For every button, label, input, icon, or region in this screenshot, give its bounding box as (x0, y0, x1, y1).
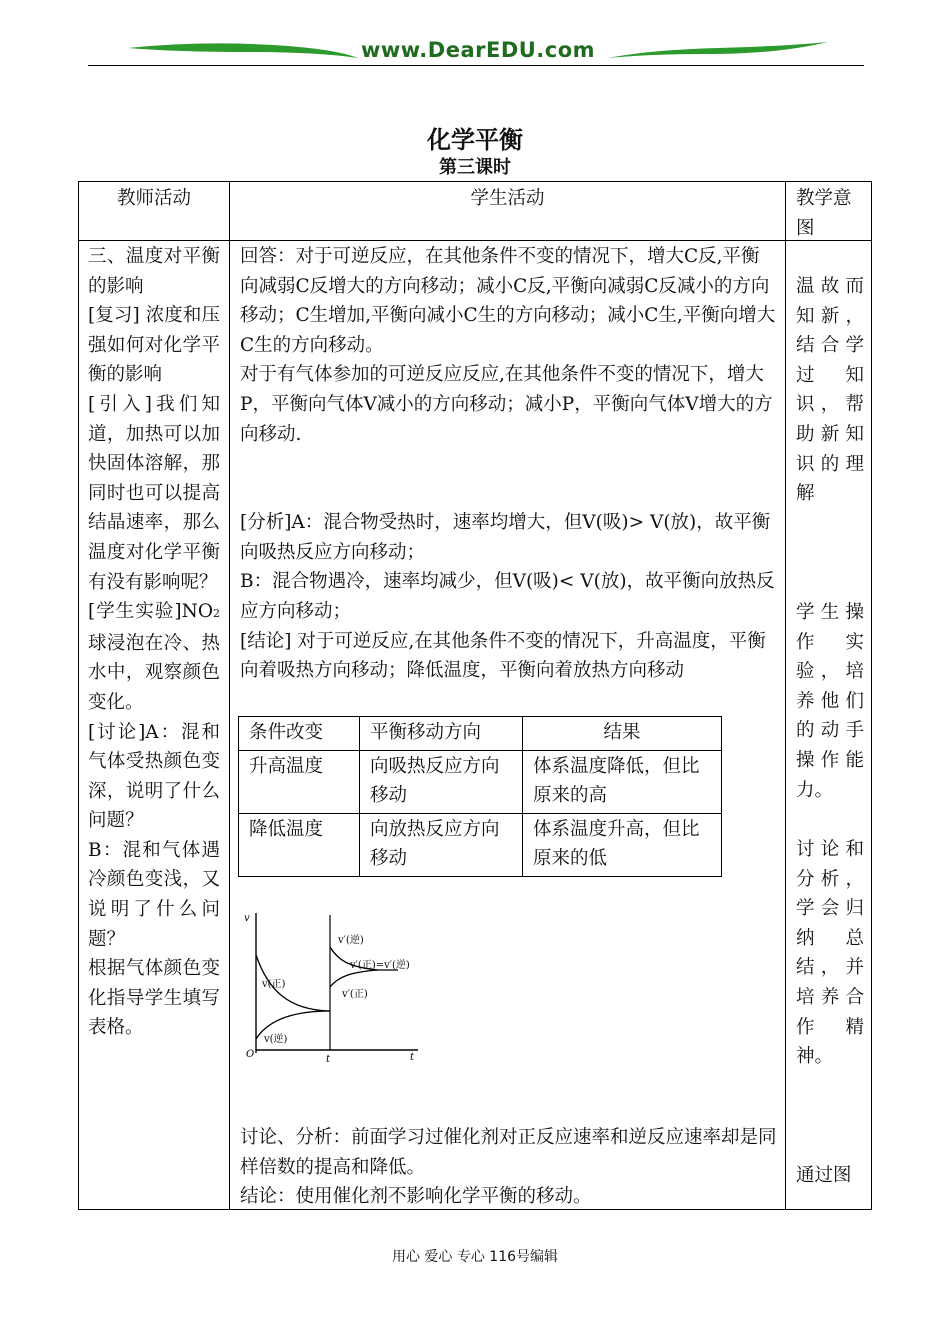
student-activity-cell (240, 242, 778, 686)
column-header-intent: 教学意图 (796, 188, 852, 239)
column-header-student: 学生活动 (470, 188, 545, 209)
site-logo-text: www.DearEDU.com (360, 38, 596, 62)
student-catalyst-conclusion: 结论：使用催化剂不影响化学平衡的移动。 (240, 1186, 592, 1208)
table-row (239, 814, 722, 877)
label-new-equilibrium: v′(正)=v′(逆) (350, 960, 410, 971)
page-subtitle: 第三课时 (439, 157, 511, 178)
teacher-introduction: [引入]我们知道，加热可以加快固体溶解，那同时也可以提高结晶速率，那么温度对化学平衡有没有影响呢？ (88, 393, 220, 593)
teacher-review: [复习] 浓度和压强如何对化学平衡的影响 (88, 305, 220, 386)
page-title: 化学平衡 (427, 125, 523, 154)
curve-new-forward-rate (330, 970, 378, 987)
logo-swoosh-right (608, 38, 828, 64)
teacher-guidance: 根据气体颜色变化指导学生填写表格。 (88, 958, 220, 1039)
logo-swoosh-left (128, 38, 358, 64)
intent-cell-experiment: 学生操作实验，培养他们的动手操作能力。 (796, 602, 864, 801)
page-footer: 用心 爱心 专心 116号编辑 (391, 1249, 559, 1265)
table-header-row (239, 717, 722, 751)
table-cell: 升高温度 (239, 751, 360, 814)
table-header-cell: 平衡移动方向 (360, 717, 523, 751)
table-col-divider-1 (229, 181, 230, 1210)
label-forward-rate: v(正) (262, 979, 286, 990)
teacher-discussion-a: [讨论]A：混和气体受热颜色变深，说明了什么问题？ (88, 721, 220, 832)
label-new-reverse-rate: v′(逆) (338, 935, 364, 946)
label-new-forward-rate: v′(正) (342, 989, 368, 1000)
table-border-top (78, 181, 872, 182)
table-header-divider (78, 240, 872, 241)
header-rule (88, 65, 864, 66)
student-catalyst-discussion: 讨论、分析：前面学习过催化剂对正反应速率和逆反应速率却是同样倍数的提高和降低。 (240, 1127, 777, 1178)
table-cell: 向吸热反应方向移动 (360, 751, 523, 814)
table-cell: 降低温度 (239, 814, 360, 877)
temperature-effect-table (238, 716, 722, 877)
teacher-section-heading: 三、温度对平衡的影响 (88, 246, 220, 297)
student-conclusion-temperature: [结论] 对于可逆反应,在其他条件不变的情况下，升高温度，平衡向着吸热方向移动；降低温度，平衡向着放热方向移动 (240, 630, 766, 682)
table-col-divider-2 (785, 181, 786, 1210)
rate-time-graph (238, 905, 428, 1065)
student-answer-pressure: 对于有气体参加的可逆反应反应,在其他条件不变的情况下，增大P，平衡向气体V减小的方向移动；减小P，平衡向气体V增大的方向移动. (240, 364, 773, 445)
site-header (88, 30, 864, 70)
graph-x-label: t (410, 1052, 415, 1063)
student-answer-concentration: 回答：对于可逆反应，在其他条件不变的情况下，增大C反,平衡向减弱C反增大的方向移动；减小C反,平衡向减弱C反减小的方向移动；C生增加,平衡向减小C生的方向移动；减小C生,平衡向增大C生的方向移动。 (240, 246, 776, 356)
graph-t-label: t (326, 1054, 331, 1065)
graph-origin-label: O (246, 1049, 255, 1060)
student-catalyst-section (240, 1123, 778, 1212)
table-header-cell: 条件改变 (239, 717, 360, 751)
student-analysis-a: [分析]A：混合物受热时，速率均增大，但V(吸)> V(放)，故平衡向吸热反应方向移动； (240, 512, 771, 563)
graph-y-label: v (244, 913, 250, 924)
table-border-right (871, 181, 872, 1210)
teacher-activity-cell (88, 242, 220, 1043)
teacher-discussion-b: B：混和气体遇冷颜色变浅，又说明了什么问题？ (88, 839, 220, 950)
teacher-experiment: [学生实验]NO2球浸泡在冷、热水中，观察颜色变化。 (88, 601, 220, 713)
label-reverse-rate: v(逆) (264, 1034, 288, 1045)
table-border-left (78, 181, 79, 1210)
intent-cell-discussion: 讨论和分析，学会归纳总结，并培养合作精神。 (796, 839, 864, 1068)
table-header-cell: 结果 (523, 717, 722, 751)
table-row (239, 751, 722, 814)
table-cell: 体系温度降低，但比原来的高 (523, 751, 722, 814)
intent-cell-graph: 通过图 (796, 1165, 852, 1186)
table-cell: 体系温度升高，但比原来的低 (523, 814, 722, 877)
column-header-teacher: 教师活动 (116, 188, 191, 209)
table-cell: 向放热反应方向移动 (360, 814, 523, 877)
student-analysis-b: B：混合物遇冷，速率均减少，但V(吸)< V(放)，故平衡向放热反应方向移动； (240, 571, 775, 622)
intent-cell-review: 温故而知新，结合学过知识，帮助新知识的理解 (796, 276, 864, 505)
